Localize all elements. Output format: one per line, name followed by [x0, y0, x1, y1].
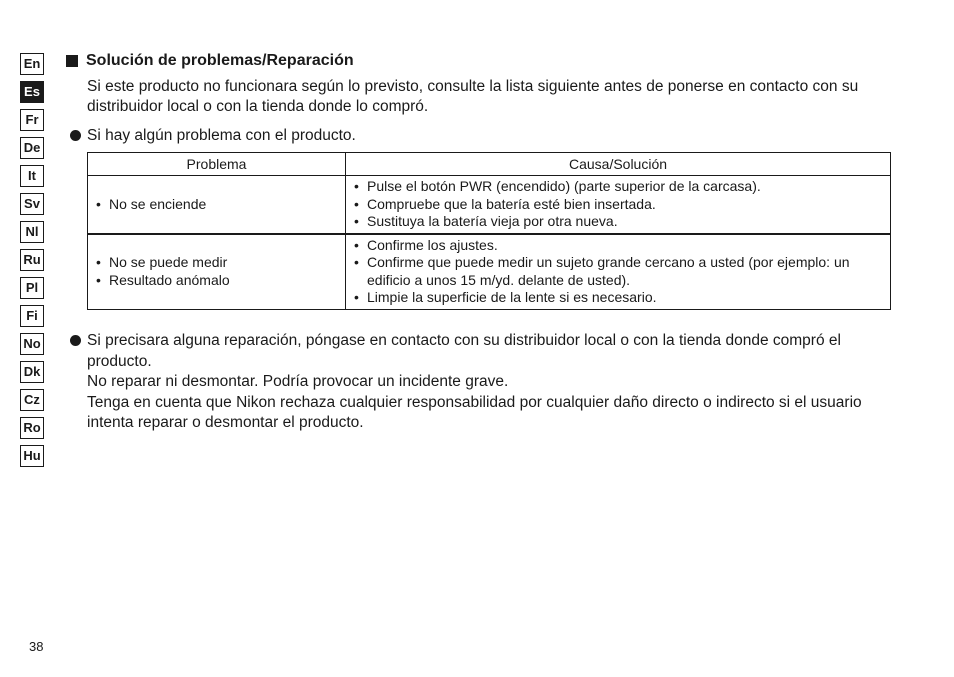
- section-title: Solución de problemas/Reparación: [86, 52, 354, 69]
- lang-tab-de[interactable]: De: [20, 137, 44, 159]
- lang-tab-fr[interactable]: Fr: [20, 109, 44, 131]
- lang-tab-fi[interactable]: Fi: [20, 305, 44, 327]
- bullet-problem: [70, 126, 890, 146]
- round-bullet-icon: [70, 130, 81, 141]
- troubleshooting-table: [87, 152, 891, 310]
- problem-text: No se puede medir: [109, 254, 228, 270]
- lang-tab-dk[interactable]: Dk: [20, 361, 44, 383]
- solution-cell: [346, 176, 891, 234]
- lang-tab-es[interactable]: Es: [20, 81, 44, 103]
- bullet-repair: [70, 331, 890, 434]
- list-item: • Compruebe que la batería esté bien insertada.: [354, 195, 656, 212]
- intro-paragraph: Si este producto no funcionara según lo previsto, consulte la lista siguiente antes de ponerse en contacto con su distribuidor local o con la tienda donde lo compró.: [87, 78, 859, 115]
- problem-cell: [88, 234, 346, 310]
- repair-notes: [87, 331, 890, 434]
- lang-tab-sv[interactable]: Sv: [20, 193, 44, 215]
- list-item: • Resultado anómalo: [96, 271, 230, 288]
- list-item: • Confirme que puede medir un sujeto grande cercano a usted (por ejemplo: un edificio a unos 15 m/yd. delante de usted).: [354, 254, 882, 289]
- solution-text: Sustituya la batería vieja por otra nueva.: [367, 213, 618, 229]
- list-item: • No se enciende: [96, 195, 207, 212]
- lang-tab-no[interactable]: No: [20, 333, 44, 355]
- list-item: • No se puede medir: [96, 254, 228, 270]
- list-item: • Pulse el botón PWR (encendido) (parte superior de la carcasa).: [354, 178, 761, 194]
- warning-paragraph: No reparar ni desmontar. Podría provocar un incidente grave.: [87, 373, 509, 390]
- list-item: • Limpie la superficie de la lente si es necesario.: [354, 289, 657, 305]
- problem-text: Resultado anómalo: [109, 271, 230, 288]
- lang-tab-cz[interactable]: Cz: [20, 389, 44, 411]
- lang-tab-ru[interactable]: Ru: [20, 249, 44, 271]
- header-solution: Causa/Solución: [346, 153, 891, 176]
- solution-text: Confirme los ajustes.: [367, 236, 498, 253]
- table-header-row: [88, 153, 891, 176]
- page-number: 38: [29, 639, 44, 654]
- solution-text: Pulse el botón PWR (encendido) (parte superior de la carcasa).: [367, 178, 761, 194]
- solution-text: Compruebe que la batería esté bien insertada.: [367, 195, 656, 212]
- disclaimer-paragraph: Tenga en cuenta que Nikon rechaza cualquier responsabilidad por cualquier daño directo o indirecto si el usuario intenta reparar o desmontar el producto.: [87, 393, 862, 431]
- solution-text: Confirme que puede medir un sujeto grande cercano a usted (por ejemplo: un edificio a unos 15 m/yd. delante de usted).: [367, 254, 850, 288]
- list-item: • Confirme los ajustes.: [354, 236, 498, 253]
- table-row: [88, 176, 891, 234]
- problem-cell: [88, 176, 346, 234]
- solution-cell: [346, 234, 891, 310]
- lang-tab-it[interactable]: It: [20, 165, 44, 187]
- lang-tab-ro[interactable]: Ro: [20, 417, 44, 439]
- header-problem: Problema: [88, 153, 346, 176]
- list-item: • Sustituya la batería vieja por otra nueva.: [354, 213, 618, 229]
- lang-tab-en[interactable]: En: [20, 53, 44, 75]
- bullet-problem-text: Si hay algún problema con el producto.: [87, 127, 356, 144]
- problem-text: No se enciende: [109, 195, 207, 212]
- lang-tab-pl[interactable]: Pl: [20, 277, 44, 299]
- lang-tab-nl[interactable]: Nl: [20, 221, 44, 243]
- language-tabs: [20, 53, 44, 473]
- lang-tab-hu[interactable]: Hu: [20, 445, 44, 467]
- square-bullet-icon: [66, 55, 78, 67]
- repair-paragraph: Si precisara alguna reparación, póngase en contacto con su distribuidor local o con la tienda donde compró el producto.: [87, 332, 841, 370]
- round-bullet-icon: [70, 335, 81, 346]
- section-heading: [66, 52, 354, 70]
- table-row: [88, 234, 891, 310]
- solution-text: Limpie la superficie de la lente si es necesario.: [367, 289, 657, 305]
